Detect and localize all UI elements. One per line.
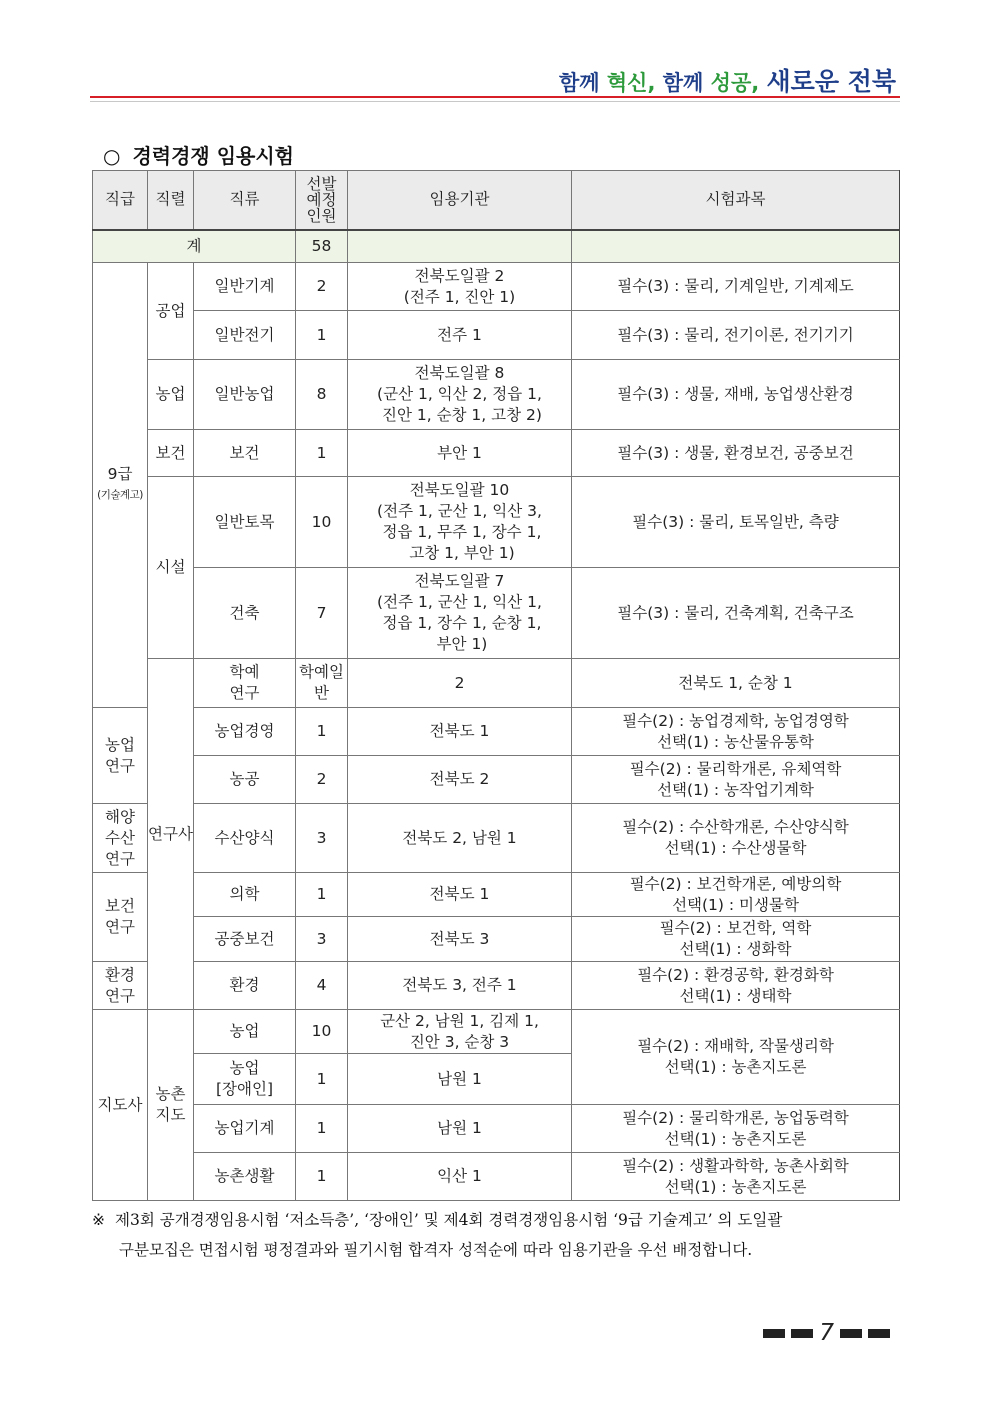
subjects-cell: 필수(2) : 보건학개론, 예방의학 선택(1) : 미생물학 xyxy=(572,873,900,917)
page-bar-icon xyxy=(763,1329,785,1338)
agency-cell: 남원 1 xyxy=(348,1105,572,1153)
category-cell: 일반전기 xyxy=(194,311,296,360)
category-cell: 농업경영 xyxy=(194,708,296,756)
subjects-cell: 필수(2) : 농업경제학, 농업경영학 선택(1) : 농산물유통학 xyxy=(572,708,900,756)
table-row xyxy=(93,1010,900,1054)
page-number-text: 7 xyxy=(819,1320,834,1346)
count-cell: 1 xyxy=(296,311,348,360)
count-cell: 3 xyxy=(296,804,348,873)
grade-9 xyxy=(93,263,148,708)
agency-cell: 익산 1 xyxy=(348,1153,572,1201)
subjects-cell: 필수(2) : 수산학개론, 수산양식학 선택(1) : 수산생물학 xyxy=(572,804,900,873)
series-rural: 농촌 지도 xyxy=(148,1010,194,1201)
total-blank xyxy=(572,230,900,263)
total-label: 계 xyxy=(93,230,296,263)
count-cell: 1 xyxy=(296,708,348,756)
agency-cell: 전북도일괄 2 (전주 1, 진안 1) xyxy=(348,263,572,311)
count-cell: 10 xyxy=(296,1010,348,1054)
subjects-cell: 필수(2) : 물리학개론, 유체역학 선택(1) : 농작업기계학 xyxy=(572,756,900,804)
grade-researcher: 연구사 xyxy=(148,659,194,1010)
subjects-cell: 필수(3) : 물리, 전기이론, 전기기기 xyxy=(572,311,900,360)
count-cell: 2 xyxy=(296,263,348,311)
count-cell: 1 xyxy=(296,430,348,477)
page-bar-icon xyxy=(840,1329,862,1338)
category-cell: 일반기계 xyxy=(194,263,296,311)
slogan-part-1: 함께 xyxy=(559,71,607,95)
subjects-cell: 필수(3) : 물리, 건축계획, 건축구조 xyxy=(572,568,900,659)
slogan-part-2: 혁신, xyxy=(606,71,663,95)
page-number xyxy=(763,1320,890,1346)
series-industry: 공업 xyxy=(148,263,194,360)
subjects-cell: 필수(3) : 생물, 환경보건, 공중보건 xyxy=(572,430,900,477)
header-grade: 직급 xyxy=(93,171,148,230)
count-cell: 2 xyxy=(348,659,572,708)
table-row xyxy=(93,263,900,311)
category-cell: 일반농업 xyxy=(194,360,296,430)
subjects-cell: 필수(2) : 재배학, 작물생리학 선택(1) : 농촌지도론 xyxy=(572,1010,900,1105)
table-row xyxy=(93,1105,900,1153)
table-row xyxy=(93,659,900,708)
count-cell: 10 xyxy=(296,477,348,568)
table-row xyxy=(93,962,900,1010)
agency-cell: 전북도일괄 8 (군산 1, 익산 2, 정읍 1, 진안 1, 순창 1, 고창 2) xyxy=(348,360,572,430)
subjects-cell: 필수(3) : 물리, 토목일반, 측량 xyxy=(572,477,900,568)
agency-cell: 전북도 3 xyxy=(348,917,572,962)
table-row xyxy=(93,756,900,804)
series-facility: 시설 xyxy=(148,477,194,659)
agency-cell: 남원 1 xyxy=(348,1054,572,1105)
agency-cell: 전북도일괄 10 (전주 1, 군산 1, 익산 3, 정읍 1, 무주 1, 장수 1, 고창 1, 부안 1) xyxy=(348,477,572,568)
category-cell: 농공 xyxy=(194,756,296,804)
section-bullet: ○ xyxy=(103,144,121,168)
series-health-research: 보건 연구 xyxy=(93,873,148,962)
count-cell: 8 xyxy=(296,360,348,430)
table-header-row xyxy=(93,171,900,230)
count-cell: 1 xyxy=(296,873,348,917)
footnote-text-1: 제3회 공개경쟁임용시험 ‘저소득층’, ‘장애인’ 및 제4회 경력경쟁임용시험 ‘9급 기술계고’ 의 도일괄 xyxy=(115,1211,783,1229)
agency-cell: 전북도 1 xyxy=(348,873,572,917)
category-cell: 건축 xyxy=(194,568,296,659)
grade-advisor: 지도사 xyxy=(93,1010,148,1201)
series-arts: 학예 연구 xyxy=(194,659,296,708)
page-bar-icon xyxy=(791,1329,813,1338)
slogan-part-4: 성공, xyxy=(710,71,767,95)
category-cell: 수산양식 xyxy=(194,804,296,873)
series-agri: 농업 xyxy=(148,360,194,430)
category-cell: 일반토목 xyxy=(194,477,296,568)
header-rule-red xyxy=(90,96,900,98)
count-cell: 4 xyxy=(296,962,348,1010)
table-row xyxy=(93,1153,900,1201)
header-category: 직류 xyxy=(194,171,296,230)
header-agency: 임용기관 xyxy=(348,171,572,230)
agency-cell: 전북도 3, 전주 1 xyxy=(348,962,572,1010)
header-slogan xyxy=(559,62,896,98)
count-cell: 1 xyxy=(296,1054,348,1105)
agency-cell: 부안 1 xyxy=(348,430,572,477)
category-cell: 환경 xyxy=(194,962,296,1010)
agency-cell: 군산 2, 남원 1, 김제 1, 진안 3, 순창 3 xyxy=(348,1010,572,1054)
table-row xyxy=(93,430,900,477)
table-row xyxy=(93,917,900,962)
slogan-part-5: 새로운 xyxy=(766,67,848,96)
category-cell: 농업 [장애인] xyxy=(194,1054,296,1105)
category-cell: 농업 xyxy=(194,1010,296,1054)
recruitment-table xyxy=(92,170,900,1201)
subjects-cell: 필수(2) : 보건학, 역학 선택(1) : 생화학 xyxy=(572,917,900,962)
agency-cell: 전북도일괄 7 (전주 1, 군산 1, 익산 1, 정읍 1, 장수 1, 순창 1, 부안 1) xyxy=(348,568,572,659)
category-cell: 학예일반 xyxy=(296,659,348,708)
table-row xyxy=(93,873,900,917)
header-planned: 선발 예정 인원 xyxy=(296,171,348,230)
slogan-part-3: 함께 xyxy=(662,71,711,95)
category-cell: 공중보건 xyxy=(194,917,296,962)
header-series: 직렬 xyxy=(148,171,194,230)
table-row xyxy=(93,708,900,756)
footnote xyxy=(92,1205,902,1265)
slogan-part-6: 전북 xyxy=(847,67,896,96)
table-row xyxy=(93,568,900,659)
category-cell: 농업기계 xyxy=(194,1105,296,1153)
count-cell: 1 xyxy=(296,1105,348,1153)
table-row xyxy=(93,311,900,360)
grade-9-label: 9급 xyxy=(107,465,133,483)
total-row xyxy=(93,230,900,263)
subjects-cell: 필수(3) : 물리, 기계일반, 기계제도 xyxy=(572,263,900,311)
subjects-cell: 필수(2) : 물리학개론, 농업동력학 선택(1) : 농촌지도론 xyxy=(572,1105,900,1153)
footnote-text-2: 구분모집은 면접시험 평정결과와 필기시험 합격자 성적순에 따라 임용기관을 우선 배정합니다. xyxy=(119,1241,753,1259)
category-cell: 의학 xyxy=(194,873,296,917)
total-value: 58 xyxy=(296,230,348,263)
subjects-cell: 필수(3) : 생물, 재배, 농업생산환경 xyxy=(572,360,900,430)
series-agri-research: 농업 연구 xyxy=(93,708,148,804)
grade-9-sub: (기술계고) xyxy=(97,489,143,501)
category-cell: 농촌생활 xyxy=(194,1153,296,1201)
agency-cell: 전북도 1, 순창 1 xyxy=(572,659,900,708)
category-cell: 보건 xyxy=(194,430,296,477)
total-blank xyxy=(348,230,572,263)
series-health: 보건 xyxy=(148,430,194,477)
agency-cell: 전북도 1 xyxy=(348,708,572,756)
count-cell: 2 xyxy=(296,756,348,804)
agency-cell: 전주 1 xyxy=(348,311,572,360)
count-cell: 1 xyxy=(296,1153,348,1201)
count-cell: 3 xyxy=(296,917,348,962)
subjects-cell: 필수(2) : 생활과학학, 농촌사회학 선택(1) : 농촌지도론 xyxy=(572,1153,900,1201)
series-fisheries-research: 해양 수산 연구 xyxy=(93,804,148,873)
page-bar-icon xyxy=(868,1329,890,1338)
header-subjects: 시험과목 xyxy=(572,171,900,230)
section-title xyxy=(103,140,294,169)
table-row xyxy=(93,360,900,430)
footnote-mark: ※ xyxy=(92,1211,105,1229)
section-title-text: 경력경쟁 임용시험 xyxy=(132,144,294,168)
series-env-research: 환경 연구 xyxy=(93,962,148,1010)
header-rule-grey xyxy=(90,101,900,102)
count-cell: 7 xyxy=(296,568,348,659)
footnote-line-1 xyxy=(92,1205,902,1235)
table-row xyxy=(93,477,900,568)
subjects-cell: 필수(2) : 환경공학, 환경화학 선택(1) : 생태학 xyxy=(572,962,900,1010)
agency-cell: 전북도 2 xyxy=(348,756,572,804)
agency-cell: 전북도 2, 남원 1 xyxy=(348,804,572,873)
table-row xyxy=(93,804,900,873)
